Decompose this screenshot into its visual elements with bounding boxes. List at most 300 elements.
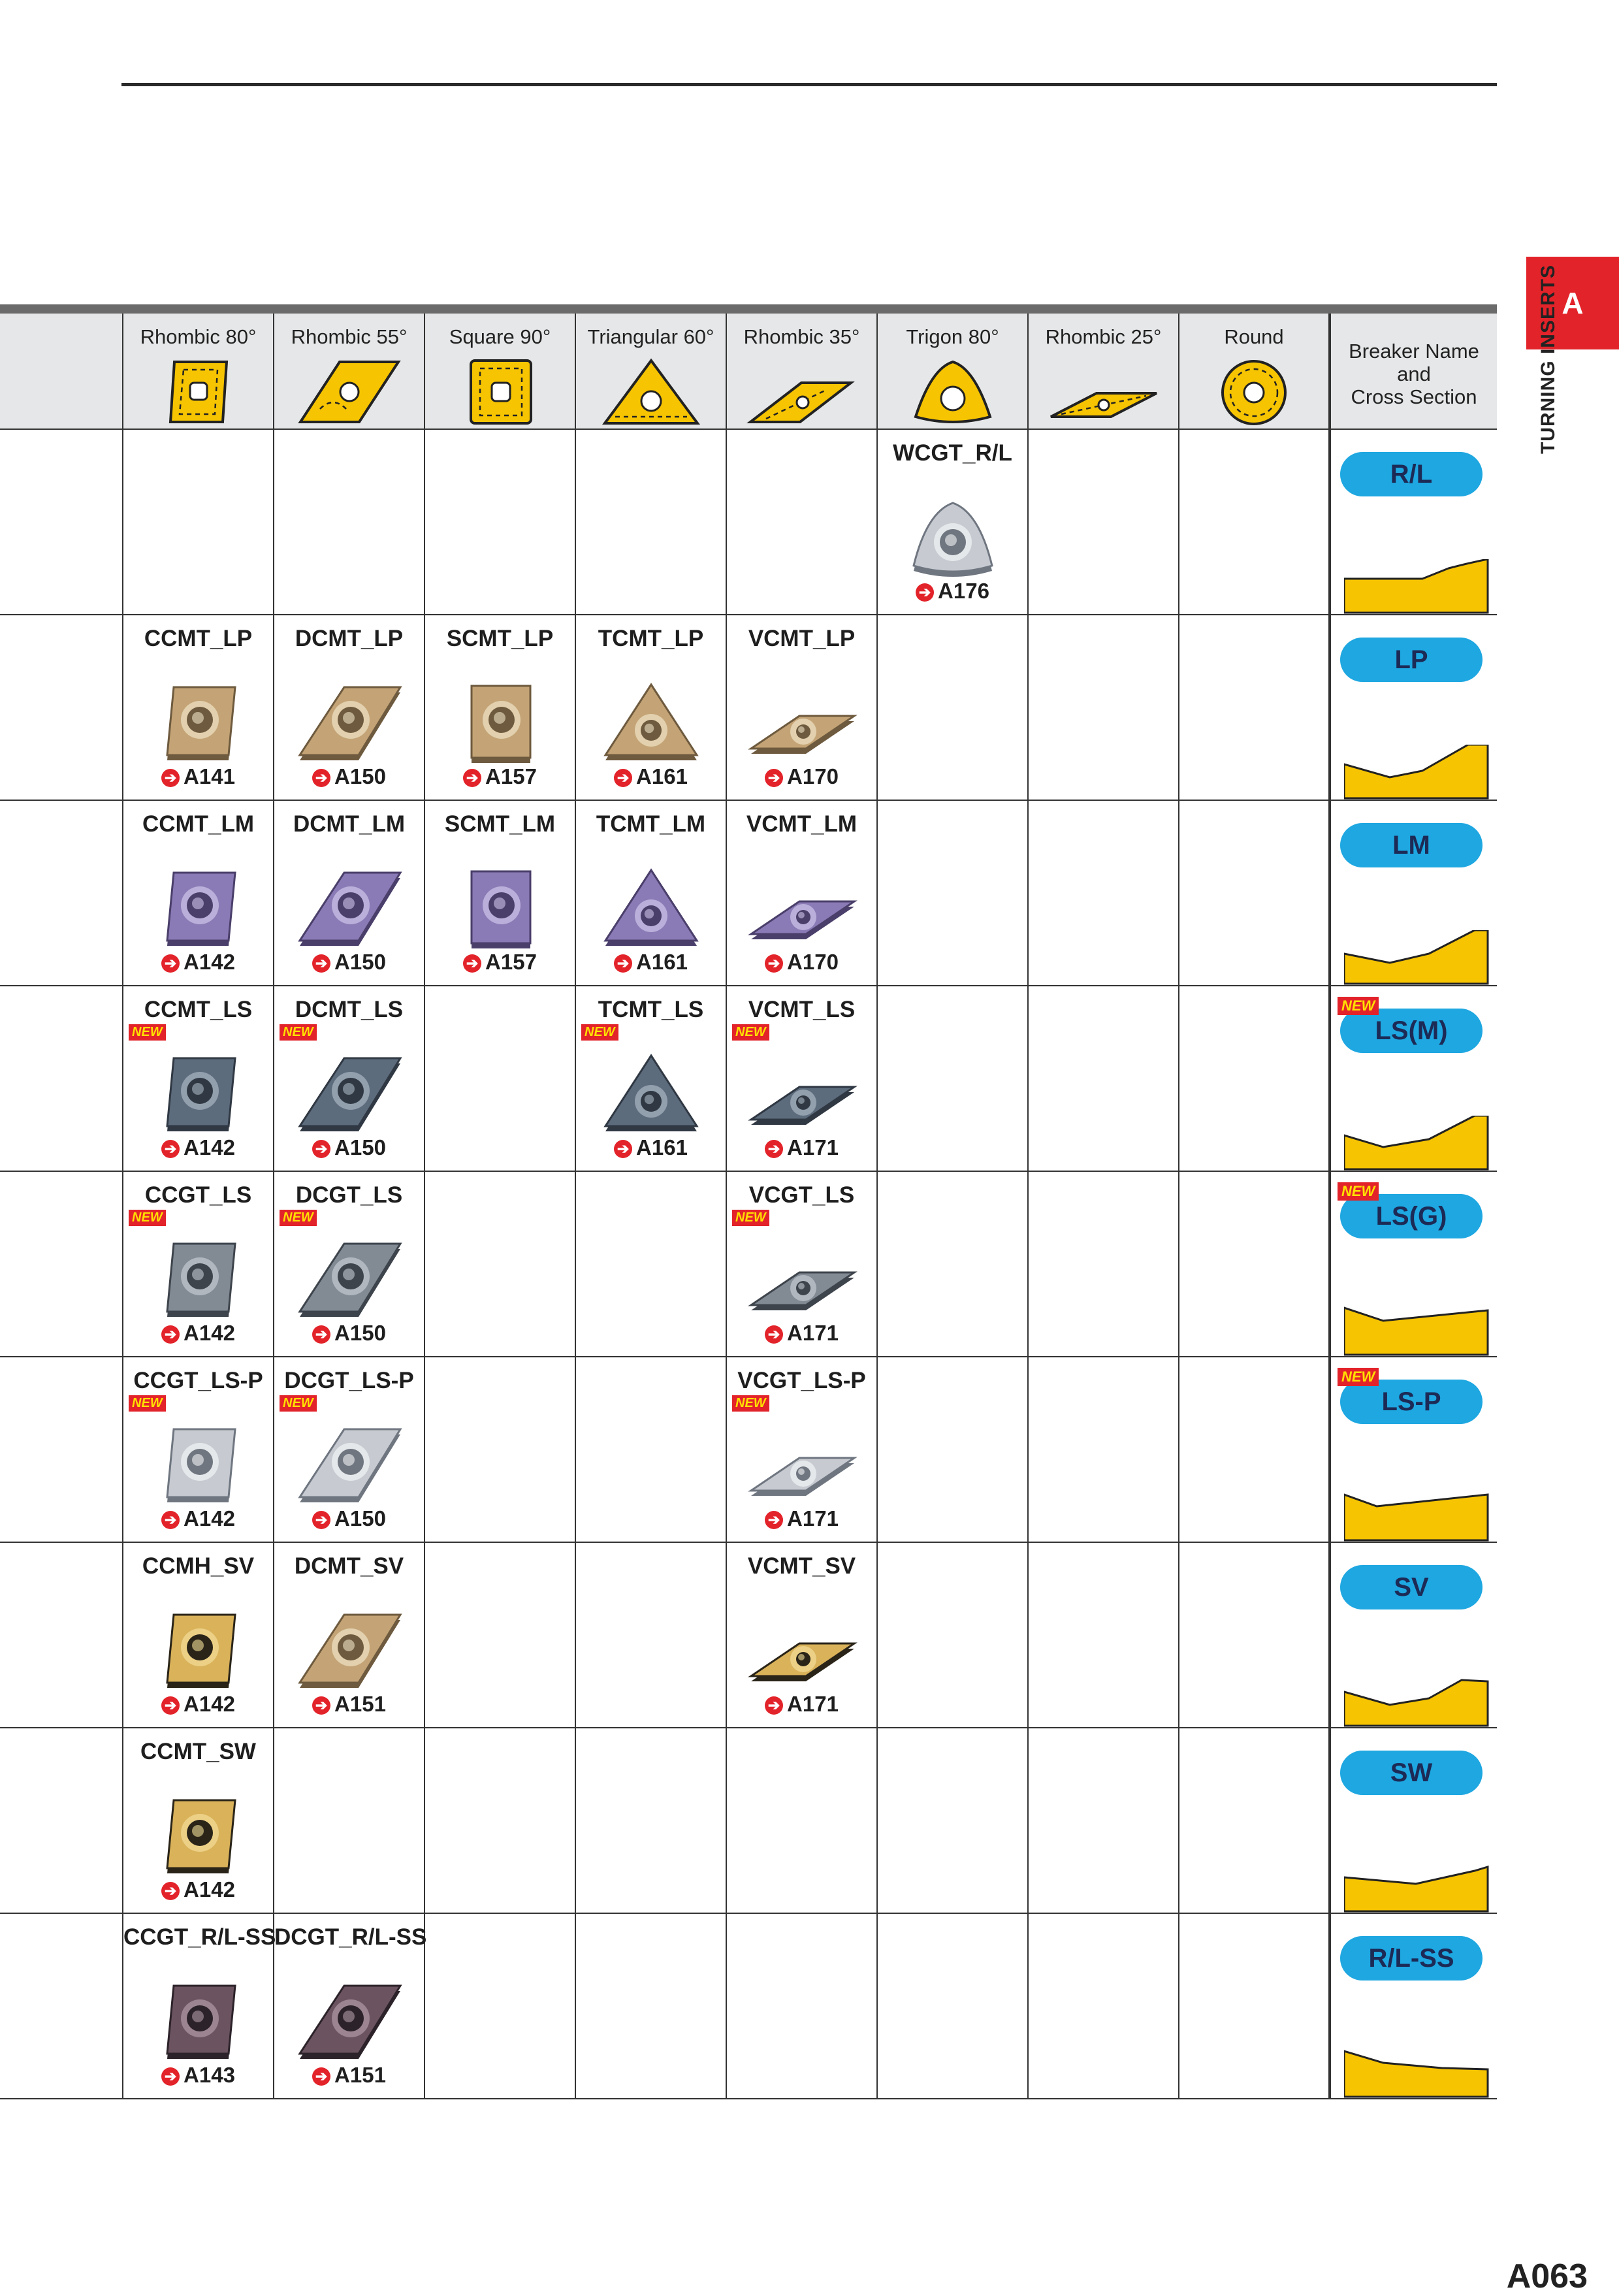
insert-cell[interactable] <box>274 1171 425 1357</box>
top-rule <box>121 83 1497 86</box>
breaker-cell <box>1330 1728 1497 1913</box>
arrow-right-icon: ➔ <box>161 954 180 973</box>
row-blank <box>0 800 123 986</box>
insert-photo <box>140 678 257 769</box>
page-ref-text: A171 <box>787 1321 839 1345</box>
empty-cell <box>1179 1171 1330 1357</box>
empty-cell <box>425 1542 575 1728</box>
cross-section-shape <box>1344 1116 1489 1171</box>
insert-table <box>0 304 1497 2102</box>
arrow-right-icon: ➔ <box>463 769 481 787</box>
cross-section-shape <box>1344 2043 1489 2098</box>
insert-photo <box>291 1049 408 1140</box>
insert-photo <box>140 1977 257 2068</box>
insert-photo <box>140 1235 257 1326</box>
insert-cell[interactable] <box>123 1728 274 1913</box>
insert-photo <box>140 864 257 955</box>
table-row <box>0 1542 1497 1728</box>
page-ref-link[interactable] <box>123 1321 273 1346</box>
page-ref-link[interactable] <box>274 1692 424 1717</box>
shape-header-5 <box>877 314 1028 429</box>
insert-cell[interactable] <box>575 615 726 800</box>
page-ref-text: A150 <box>334 1321 386 1345</box>
insert-code: VCMT_LS <box>748 997 856 1022</box>
insert-cell[interactable] <box>726 1171 877 1357</box>
page-ref-text: A157 <box>485 950 537 974</box>
breaker-name-pill[interactable]: LM <box>1340 823 1483 867</box>
section-label: TURNING INSERTS <box>1537 265 1559 455</box>
arrow-right-icon: ➔ <box>765 1511 783 1529</box>
empty-cell <box>1028 1913 1179 2099</box>
table-top-bar <box>0 304 1497 314</box>
page-ref-text: A141 <box>184 764 235 788</box>
page-ref-link[interactable] <box>123 1506 273 1531</box>
empty-cell <box>1028 986 1179 1171</box>
insert-code: VCMT_SV <box>747 1553 856 1579</box>
breaker-cell <box>1330 1357 1497 1542</box>
page-ref-text: A157 <box>485 764 537 788</box>
insert-code: CCMT_LM <box>142 811 255 837</box>
page-number: A063 <box>1506 2257 1588 2295</box>
page-ref-link[interactable] <box>123 1135 273 1160</box>
row-blank <box>0 615 123 800</box>
arrow-right-icon: ➔ <box>161 1325 180 1344</box>
cross-section-shape <box>1344 1858 1489 1913</box>
insert-cell[interactable] <box>726 800 877 986</box>
empty-cell <box>575 1728 726 1913</box>
insert-cell[interactable] <box>274 986 425 1171</box>
insert-code: DCMT_LS <box>295 997 404 1022</box>
arrow-right-icon: ➔ <box>312 1325 330 1344</box>
empty-cell <box>1179 615 1330 800</box>
table-row <box>0 615 1497 800</box>
empty-cell <box>274 1728 425 1913</box>
insert-code: DCMT_LM <box>293 811 406 837</box>
table-row <box>0 986 1497 1171</box>
empty-cell <box>575 1542 726 1728</box>
insert-cell[interactable] <box>575 800 726 986</box>
row-blank <box>0 1728 123 1913</box>
insert-photo <box>894 493 1012 584</box>
insert-shape-icon <box>445 357 556 428</box>
insert-photo <box>291 1420 408 1512</box>
breaker-cell <box>1330 800 1497 986</box>
new-badge: NEW <box>129 1210 166 1226</box>
insert-code: TCMT_LM <box>596 811 706 837</box>
insert-cell[interactable] <box>274 1542 425 1728</box>
row-blank <box>0 429 123 615</box>
empty-cell <box>1028 1357 1179 1542</box>
insert-photo <box>291 1235 408 1326</box>
table-row <box>0 1913 1497 2099</box>
arrow-right-icon: ➔ <box>312 1140 330 1158</box>
arrow-right-icon: ➔ <box>312 2067 330 2086</box>
empty-cell <box>1028 1728 1179 1913</box>
row-blank <box>0 1913 123 2099</box>
shape-name: Square 90° <box>449 325 551 348</box>
shape-name: Rhombic 35° <box>743 325 860 348</box>
empty-cell <box>877 615 1028 800</box>
page-ref-link[interactable] <box>123 1877 273 1902</box>
page-ref-link[interactable] <box>274 2063 424 2088</box>
new-badge: NEW <box>280 1210 317 1226</box>
shape-name: Rhombic 80° <box>140 325 257 348</box>
empty-cell <box>877 986 1028 1171</box>
arrow-right-icon: ➔ <box>614 1140 632 1158</box>
row-blank <box>0 1171 123 1357</box>
shape-name: Rhombic 55° <box>291 325 408 348</box>
empty-cell <box>1028 800 1179 986</box>
breaker-cell <box>1330 615 1497 800</box>
insert-cell[interactable] <box>123 1171 274 1357</box>
empty-cell <box>1179 1542 1330 1728</box>
cross-section-shape <box>1344 1487 1489 1542</box>
page-ref-text: A150 <box>334 764 386 788</box>
page-ref-text: A142 <box>184 1135 235 1159</box>
breaker-name-pill[interactable]: LS(M) <box>1340 1009 1483 1053</box>
cross-section-shape <box>1344 1672 1489 1727</box>
arrow-right-icon: ➔ <box>161 769 180 787</box>
shape-header-2 <box>425 314 575 429</box>
breaker-header-line3: Cross Section <box>1351 385 1477 408</box>
insert-photo <box>291 1606 408 1697</box>
breaker-cell <box>1330 1913 1497 2099</box>
table-row <box>0 429 1497 615</box>
page-ref-text: A142 <box>184 1506 235 1530</box>
table-row <box>0 1171 1497 1357</box>
empty-cell <box>877 1357 1028 1542</box>
arrow-right-icon: ➔ <box>161 2067 180 2086</box>
arrow-right-icon: ➔ <box>765 954 783 973</box>
insert-code: CCGT_LS <box>144 1182 252 1208</box>
insert-photo <box>592 864 710 955</box>
page-ref-text: A142 <box>184 1692 235 1716</box>
insert-photo <box>140 1791 257 1883</box>
empty-cell <box>1028 1542 1179 1728</box>
page-ref-link[interactable] <box>576 764 726 789</box>
empty-cell <box>1179 1357 1330 1542</box>
new-badge: NEW <box>732 1395 769 1412</box>
empty-cell <box>877 800 1028 986</box>
new-badge: NEW <box>1338 997 1379 1015</box>
insert-cell[interactable] <box>123 1357 274 1542</box>
new-badge: NEW <box>1338 1182 1379 1201</box>
page-ref-text: A142 <box>184 1321 235 1345</box>
page-ref-link[interactable] <box>727 950 876 975</box>
insert-cell[interactable] <box>123 615 274 800</box>
empty-cell <box>575 1913 726 2099</box>
insert-code: WCGT_R/L <box>893 440 1012 466</box>
empty-cell <box>274 429 425 615</box>
arrow-right-icon: ➔ <box>765 769 783 787</box>
page-ref-text: A150 <box>334 1506 386 1530</box>
empty-cell <box>575 1357 726 1542</box>
empty-cell <box>877 1913 1028 2099</box>
insert-shape-icon <box>294 357 405 428</box>
insert-photo <box>441 864 559 955</box>
empty-cell <box>1028 615 1179 800</box>
arrow-right-icon: ➔ <box>614 769 632 787</box>
empty-cell <box>1179 800 1330 986</box>
empty-cell <box>1028 429 1179 615</box>
page-ref-text: A161 <box>636 764 688 788</box>
page-ref-link[interactable] <box>123 950 273 975</box>
breaker-cell <box>1330 1542 1497 1728</box>
insert-code: CCGT_R/L-SS <box>123 1924 276 1950</box>
arrow-right-icon: ➔ <box>614 954 632 973</box>
empty-cell <box>425 986 575 1171</box>
page-ref-text: A171 <box>787 1692 839 1716</box>
breaker-cell <box>1330 429 1497 615</box>
empty-cell <box>726 1728 877 1913</box>
insert-cell[interactable] <box>274 1357 425 1542</box>
insert-code: CCMH_SV <box>142 1553 255 1579</box>
insert-code: CCMT_SW <box>140 1739 256 1764</box>
insert-shape-icon <box>1198 357 1309 428</box>
page-ref-link[interactable] <box>576 1135 726 1160</box>
page-ref-link[interactable] <box>727 1692 876 1717</box>
section-tab[interactable]: A <box>1526 257 1619 349</box>
breaker-name-pill[interactable]: R/L-SS <box>1340 1936 1483 1981</box>
page-ref-link[interactable] <box>727 764 876 789</box>
shape-name: Triangular 60° <box>587 325 714 348</box>
insert-shape-icon <box>897 357 1008 428</box>
insert-photo <box>592 678 710 769</box>
shape-header-4 <box>726 314 877 429</box>
arrow-right-icon: ➔ <box>161 1696 180 1715</box>
insert-photo <box>743 864 861 955</box>
insert-cell[interactable] <box>726 615 877 800</box>
insert-cell[interactable] <box>274 800 425 986</box>
table-row <box>0 800 1497 986</box>
new-badge: NEW <box>581 1024 618 1041</box>
page-ref-text: A151 <box>334 2063 386 2087</box>
table-row <box>0 1357 1497 1542</box>
arrow-right-icon: ➔ <box>161 1140 180 1158</box>
shape-header-0 <box>123 314 274 429</box>
new-badge: NEW <box>129 1395 166 1412</box>
empty-cell <box>1179 1913 1330 2099</box>
insert-photo <box>743 1606 861 1697</box>
page-ref-link[interactable] <box>727 1506 876 1531</box>
insert-code: DCMT_SV <box>294 1553 404 1579</box>
insert-cell[interactable] <box>123 986 274 1171</box>
empty-cell <box>1028 1171 1179 1357</box>
insert-grid <box>0 314 1497 2099</box>
page-ref-text: A176 <box>938 579 989 603</box>
empty-cell <box>425 1171 575 1357</box>
insert-cell[interactable] <box>877 429 1028 615</box>
row-blank <box>0 1542 123 1728</box>
insert-photo <box>743 1420 861 1512</box>
page-ref-link[interactable] <box>274 950 424 975</box>
insert-code: CCMT_LS <box>144 997 253 1022</box>
cross-section-shape <box>1344 559 1489 614</box>
breaker-header-line1: Breaker Name <box>1349 340 1479 363</box>
new-badge: NEW <box>732 1024 769 1041</box>
page-ref-link[interactable] <box>425 764 575 789</box>
insert-photo <box>140 1049 257 1140</box>
new-badge: NEW <box>1338 1368 1379 1386</box>
empty-cell <box>425 1728 575 1913</box>
breaker-cell <box>1330 986 1497 1171</box>
insert-shape-icon <box>596 357 707 428</box>
shape-header-7 <box>1179 314 1330 429</box>
arrow-right-icon: ➔ <box>312 769 330 787</box>
page-ref-link[interactable] <box>727 1321 876 1346</box>
page-ref-text: A143 <box>184 2063 235 2087</box>
insert-photo <box>291 864 408 955</box>
insert-cell[interactable] <box>274 615 425 800</box>
empty-cell <box>575 1171 726 1357</box>
page-ref-text: A161 <box>636 1135 688 1159</box>
empty-cell <box>877 1542 1028 1728</box>
insert-photo <box>291 1977 408 2068</box>
page-ref-link[interactable] <box>727 1135 876 1160</box>
page-ref-text: A170 <box>787 950 839 974</box>
empty-cell <box>877 1171 1028 1357</box>
page-ref-text: A150 <box>334 950 386 974</box>
arrow-right-icon: ➔ <box>312 1696 330 1715</box>
breaker-name-pill[interactable]: LP <box>1340 638 1483 682</box>
row-blank <box>0 1357 123 1542</box>
insert-photo <box>140 1606 257 1697</box>
insert-photo <box>291 678 408 769</box>
shape-header-3 <box>575 314 726 429</box>
empty-cell <box>877 1728 1028 1913</box>
insert-code: SCMT_LP <box>446 626 554 651</box>
insert-code: VCGT_LS-P <box>737 1368 866 1393</box>
page-ref-link[interactable] <box>274 1135 424 1160</box>
empty-cell <box>575 429 726 615</box>
breaker-name-pill[interactable]: LS-P <box>1340 1380 1483 1424</box>
cross-section-shape <box>1344 1301 1489 1356</box>
insert-code: CCMT_LP <box>144 626 253 651</box>
insert-cell[interactable] <box>123 1913 274 2099</box>
page-ref-text: A171 <box>787 1135 839 1159</box>
breaker-header <box>1330 314 1497 429</box>
row-blank <box>0 986 123 1171</box>
arrow-right-icon: ➔ <box>765 1140 783 1158</box>
insert-shape-icon <box>143 357 254 428</box>
page-ref-text: A171 <box>787 1506 839 1530</box>
shape-header-1 <box>274 314 425 429</box>
insert-cell[interactable] <box>575 986 726 1171</box>
empty-cell <box>726 429 877 615</box>
page-ref-text: A151 <box>334 1692 386 1716</box>
empty-cell <box>1179 986 1330 1171</box>
new-badge: NEW <box>129 1024 166 1041</box>
insert-code: DCGT_R/L-SS <box>274 1924 427 1950</box>
insert-code: DCMT_LP <box>295 626 404 651</box>
page-ref-link[interactable] <box>425 950 575 975</box>
insert-cell[interactable] <box>123 1542 274 1728</box>
insert-code: TCMT_LS <box>598 997 704 1022</box>
breaker-cell <box>1330 1171 1497 1357</box>
shape-header-6 <box>1028 314 1179 429</box>
insert-cell[interactable] <box>274 1913 425 2099</box>
page-ref-link[interactable] <box>274 764 424 789</box>
empty-cell <box>425 1357 575 1542</box>
insert-cell[interactable] <box>726 1357 877 1542</box>
arrow-right-icon: ➔ <box>765 1696 783 1715</box>
breaker-name-pill[interactable]: SW <box>1340 1751 1483 1795</box>
page-ref-link[interactable] <box>123 2063 273 2088</box>
arrow-right-icon: ➔ <box>161 1882 180 1900</box>
cross-section-shape <box>1344 930 1489 985</box>
empty-cell <box>425 429 575 615</box>
new-badge: NEW <box>280 1024 317 1041</box>
insert-photo <box>441 678 559 769</box>
page-ref-text: A142 <box>184 1877 235 1901</box>
empty-cell <box>726 1913 877 2099</box>
insert-cell[interactable] <box>726 986 877 1171</box>
page-ref-link[interactable] <box>274 1321 424 1346</box>
insert-shape-icon <box>1048 357 1159 428</box>
header-row <box>0 314 1497 429</box>
empty-cell <box>1179 1728 1330 1913</box>
insert-code: DCGT_LS-P <box>284 1368 414 1393</box>
insert-code: TCMT_LP <box>598 626 704 651</box>
page-ref-link[interactable] <box>878 579 1027 604</box>
insert-code: SCMT_LM <box>444 811 556 837</box>
insert-code: VCGT_LS <box>748 1182 855 1208</box>
insert-photo <box>592 1049 710 1140</box>
shape-name: Trigon 80° <box>906 325 999 348</box>
insert-photo <box>743 1049 861 1140</box>
arrow-right-icon: ➔ <box>916 583 934 602</box>
new-badge: NEW <box>280 1395 317 1412</box>
insert-photo <box>743 678 861 769</box>
breaker-name-pill[interactable]: LS(G) <box>1340 1194 1483 1238</box>
breaker-name-pill[interactable]: R/L <box>1340 452 1483 496</box>
empty-cell <box>1179 429 1330 615</box>
insert-photo <box>140 1420 257 1512</box>
arrow-right-icon: ➔ <box>312 1511 330 1529</box>
header-blank <box>0 314 123 429</box>
arrow-right-icon: ➔ <box>161 1511 180 1529</box>
breaker-name-pill[interactable]: SV <box>1340 1565 1483 1609</box>
page-ref-link[interactable] <box>274 1506 424 1531</box>
page-ref-link[interactable] <box>576 950 726 975</box>
insert-code: CCGT_LS-P <box>133 1368 263 1393</box>
insert-code: VCMT_LM <box>746 811 858 837</box>
page-ref-text: A170 <box>787 764 839 788</box>
insert-cell[interactable] <box>123 800 274 986</box>
insert-cell[interactable] <box>726 1542 877 1728</box>
insert-code: VCMT_LP <box>748 626 856 651</box>
empty-cell <box>123 429 274 615</box>
table-row <box>0 1728 1497 1913</box>
breaker-header-line2: and <box>1397 363 1431 385</box>
cross-section-shape <box>1344 745 1489 800</box>
shape-name: Round <box>1224 325 1284 348</box>
insert-cell[interactable] <box>425 615 575 800</box>
arrow-right-icon: ➔ <box>463 954 481 973</box>
empty-cell <box>425 1913 575 2099</box>
arrow-right-icon: ➔ <box>312 954 330 973</box>
insert-cell[interactable] <box>425 800 575 986</box>
insert-code: DCGT_LS <box>295 1182 403 1208</box>
new-badge: NEW <box>732 1210 769 1226</box>
page-ref-link[interactable] <box>123 1692 273 1717</box>
arrow-right-icon: ➔ <box>765 1325 783 1344</box>
page-ref-text: A161 <box>636 950 688 974</box>
page-ref-link[interactable] <box>123 764 273 789</box>
page-ref-text: A142 <box>184 950 235 974</box>
shape-name: Rhombic 25° <box>1045 325 1162 348</box>
page-ref-text: A150 <box>334 1135 386 1159</box>
